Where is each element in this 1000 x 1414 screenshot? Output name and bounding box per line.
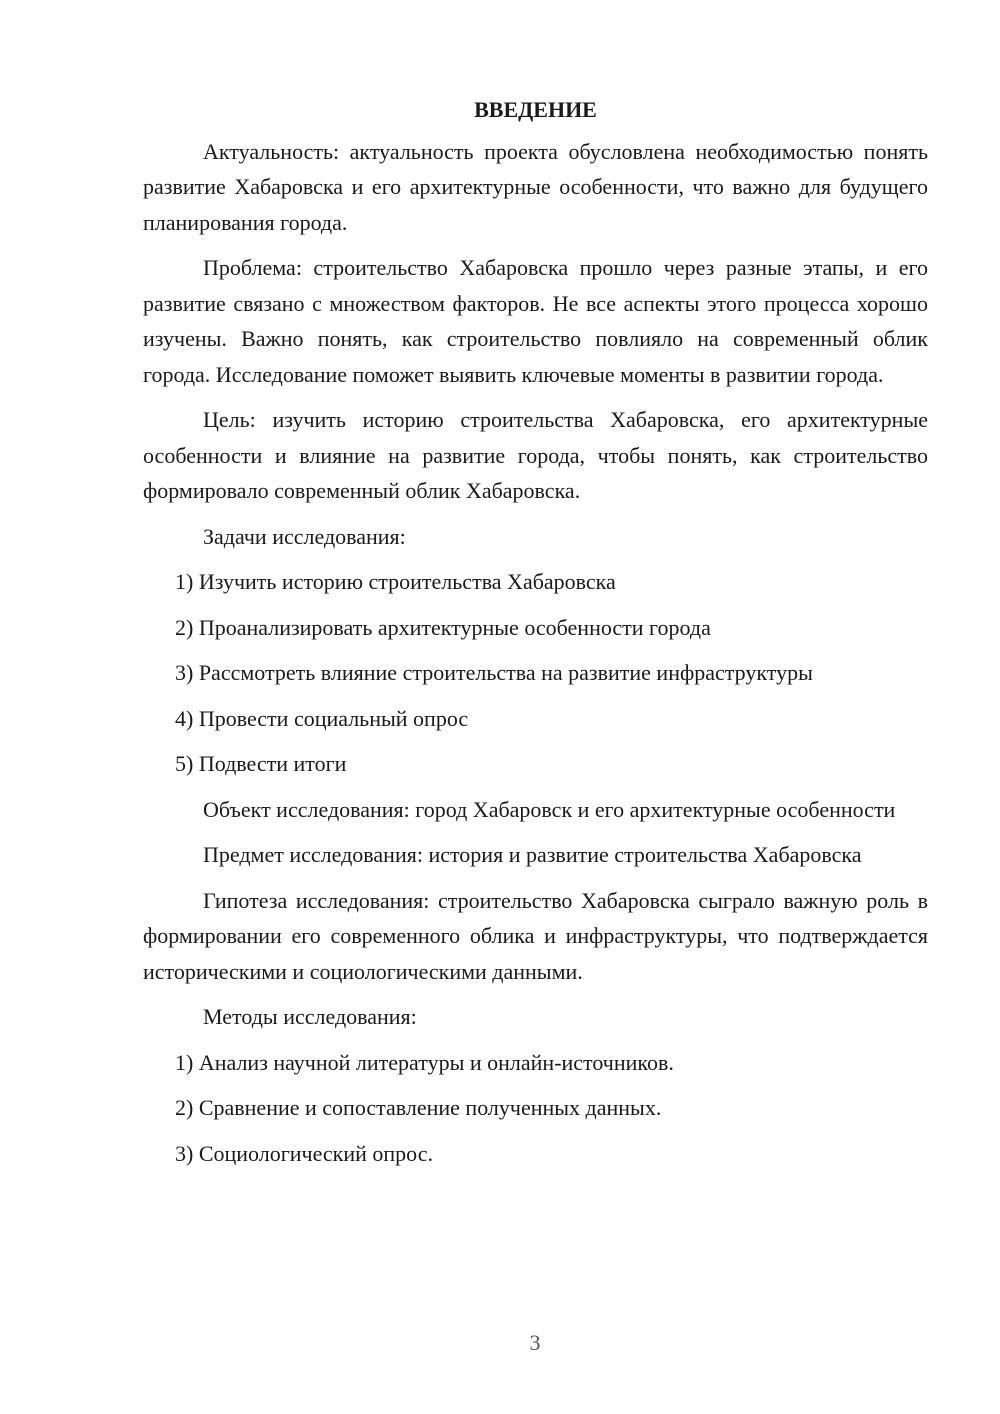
method-item: 3) Социологический опрос. [175,1140,433,1166]
task-item: 2) Проанализировать архитектурные особенности города [175,614,711,640]
document-page [143,92,928,1181]
page-number: 3 [529,1330,541,1355]
task-item: 3) Рассмотреть влияние строительства на развитие инфраструктуры [175,660,813,685]
method-item: 2) Сравнение и сопоставление полученных данных. [175,1095,662,1120]
goal-paragraph: Цель: изучить историю строительства Хабаровска, его архитектурные особенности и влияние на развитие города, чтобы понять, как строительство формировало современный облик Хабаровска. [143,407,928,503]
methods-list [143,1045,928,1172]
task-item: 4) Провести социальный опрос [175,705,469,731]
task-item: 5) Подвести итоги [175,751,347,776]
section-title: ВВЕДЕНИЕ [474,97,597,122]
object-paragraph: Объект исследования: город Хабаровск и его архитектурные особенности [203,796,896,822]
task-item: 1) Изучить историю строительства Хабаровска [175,569,616,594]
tasks-heading: Задачи исследования: [203,523,406,549]
relevance-paragraph: Актуальность: актуальность проекта обусловлена необходимостью понять развитие Хабаровска и его архитектурные особенности, что важно для будущего планирования города. [143,138,928,235]
method-item: 1) Анализ научной литературы и онлайн-источников. [175,1049,674,1075]
problem-paragraph: Проблема: строительство Хабаровска прошло через разные этапы, и его развитие связано с множеством факторов. Не все аспекты этого процесса хорошо изучены. Важно понять, как строительство повлияло на современный облик города. Исследование поможет выявить ключевые моменты в развитии города. [143,255,928,387]
tasks-list [143,564,928,782]
subject-paragraph: Предмет исследования: история и развитие строительства Хабаровска [203,842,862,867]
hypothesis-paragraph: Гипотеза исследования: строительство Хабаровска сыграло важную роль в формировании его современного облика и инфраструктуры, что подтверждается историческими и социологическими данными. [143,887,928,984]
methods-heading: Методы исследования: [203,1004,417,1029]
